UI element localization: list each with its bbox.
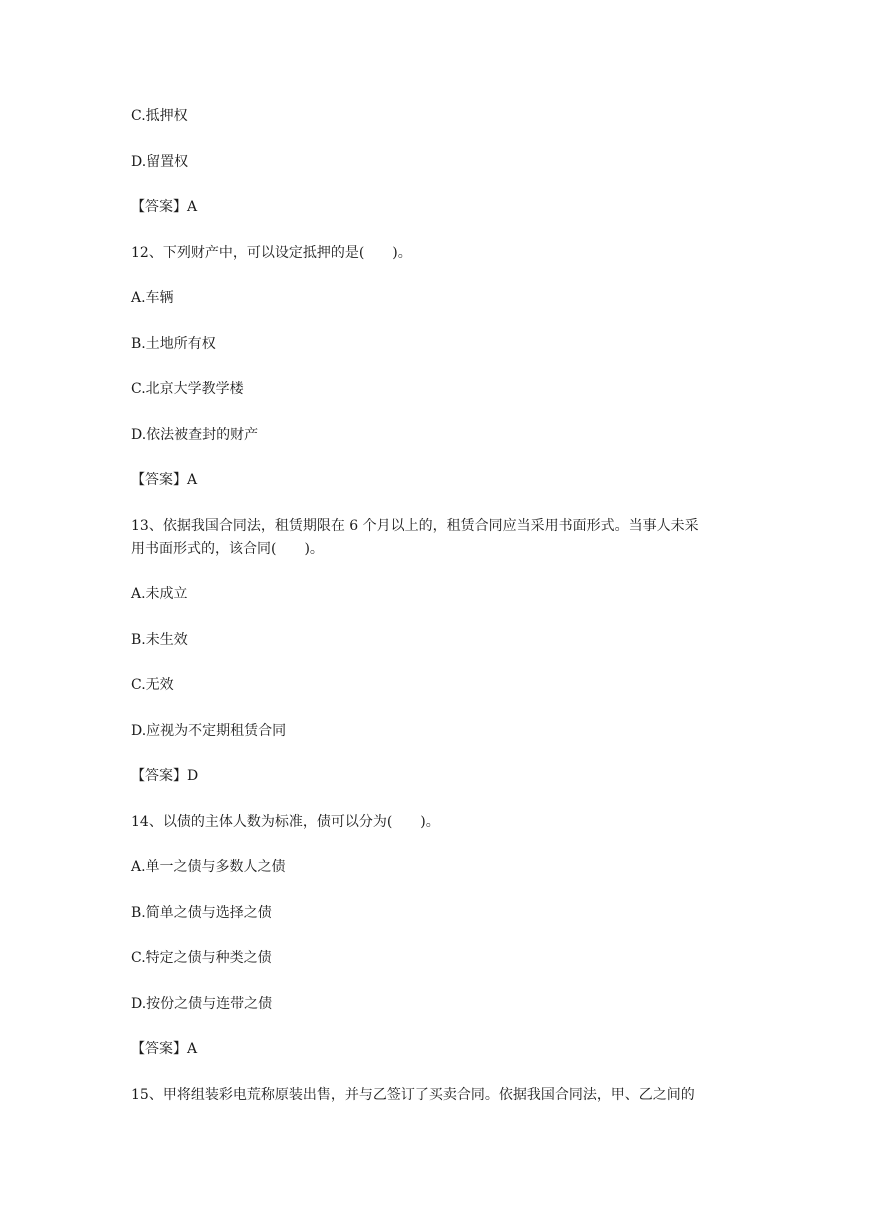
option-c-q13: C.无效 (131, 677, 174, 693)
question-15-line1: 15、甲将组装彩电荒称原装出售，并与乙签订了买卖合同。依据我国合同法，甲、乙之间的 (131, 1087, 695, 1103)
question-14: 14、以债的主体人数为标准，债可以分为( )。 (131, 814, 440, 830)
option-b-q14: B.简单之债与选择之债 (131, 905, 272, 921)
option-d-q14: D.按份之债与连带之债 (131, 996, 273, 1012)
option-c-q14: C.特定之债与种类之债 (131, 950, 272, 966)
option-c-q12: C.北京大学教学楼 (131, 381, 244, 397)
question-13-line1: 13、依据我国合同法，租赁期限在 6 个月以上的，租赁合同应当采用书面形式。当事人未采 (131, 518, 699, 534)
option-c-q11: C.抵押权 (131, 108, 188, 124)
option-a-q13: A.未成立 (131, 586, 188, 602)
option-a-q12: A.车辆 (131, 290, 174, 306)
answer-q12: 【答案】A (131, 472, 198, 488)
option-d-q11: D.留置权 (131, 154, 189, 170)
answer-q14: 【答案】A (131, 1041, 198, 1057)
option-b-q12: B.土地所有权 (131, 336, 216, 352)
option-b-q13: B.未生效 (131, 632, 188, 648)
option-a-q14: A.单一之债与多数人之债 (131, 859, 286, 875)
answer-q11: 【答案】A (131, 199, 198, 215)
question-13-line2: 用书面形式的，该合同( )。 (131, 541, 324, 557)
question-12: 12、下列财产中，可以设定抵押的是( )。 (131, 245, 412, 261)
option-d-q13: D.应视为不定期租赁合同 (131, 723, 287, 739)
option-d-q12: D.依法被查封的财产 (131, 427, 259, 443)
answer-q13: 【答案】D (131, 768, 199, 784)
